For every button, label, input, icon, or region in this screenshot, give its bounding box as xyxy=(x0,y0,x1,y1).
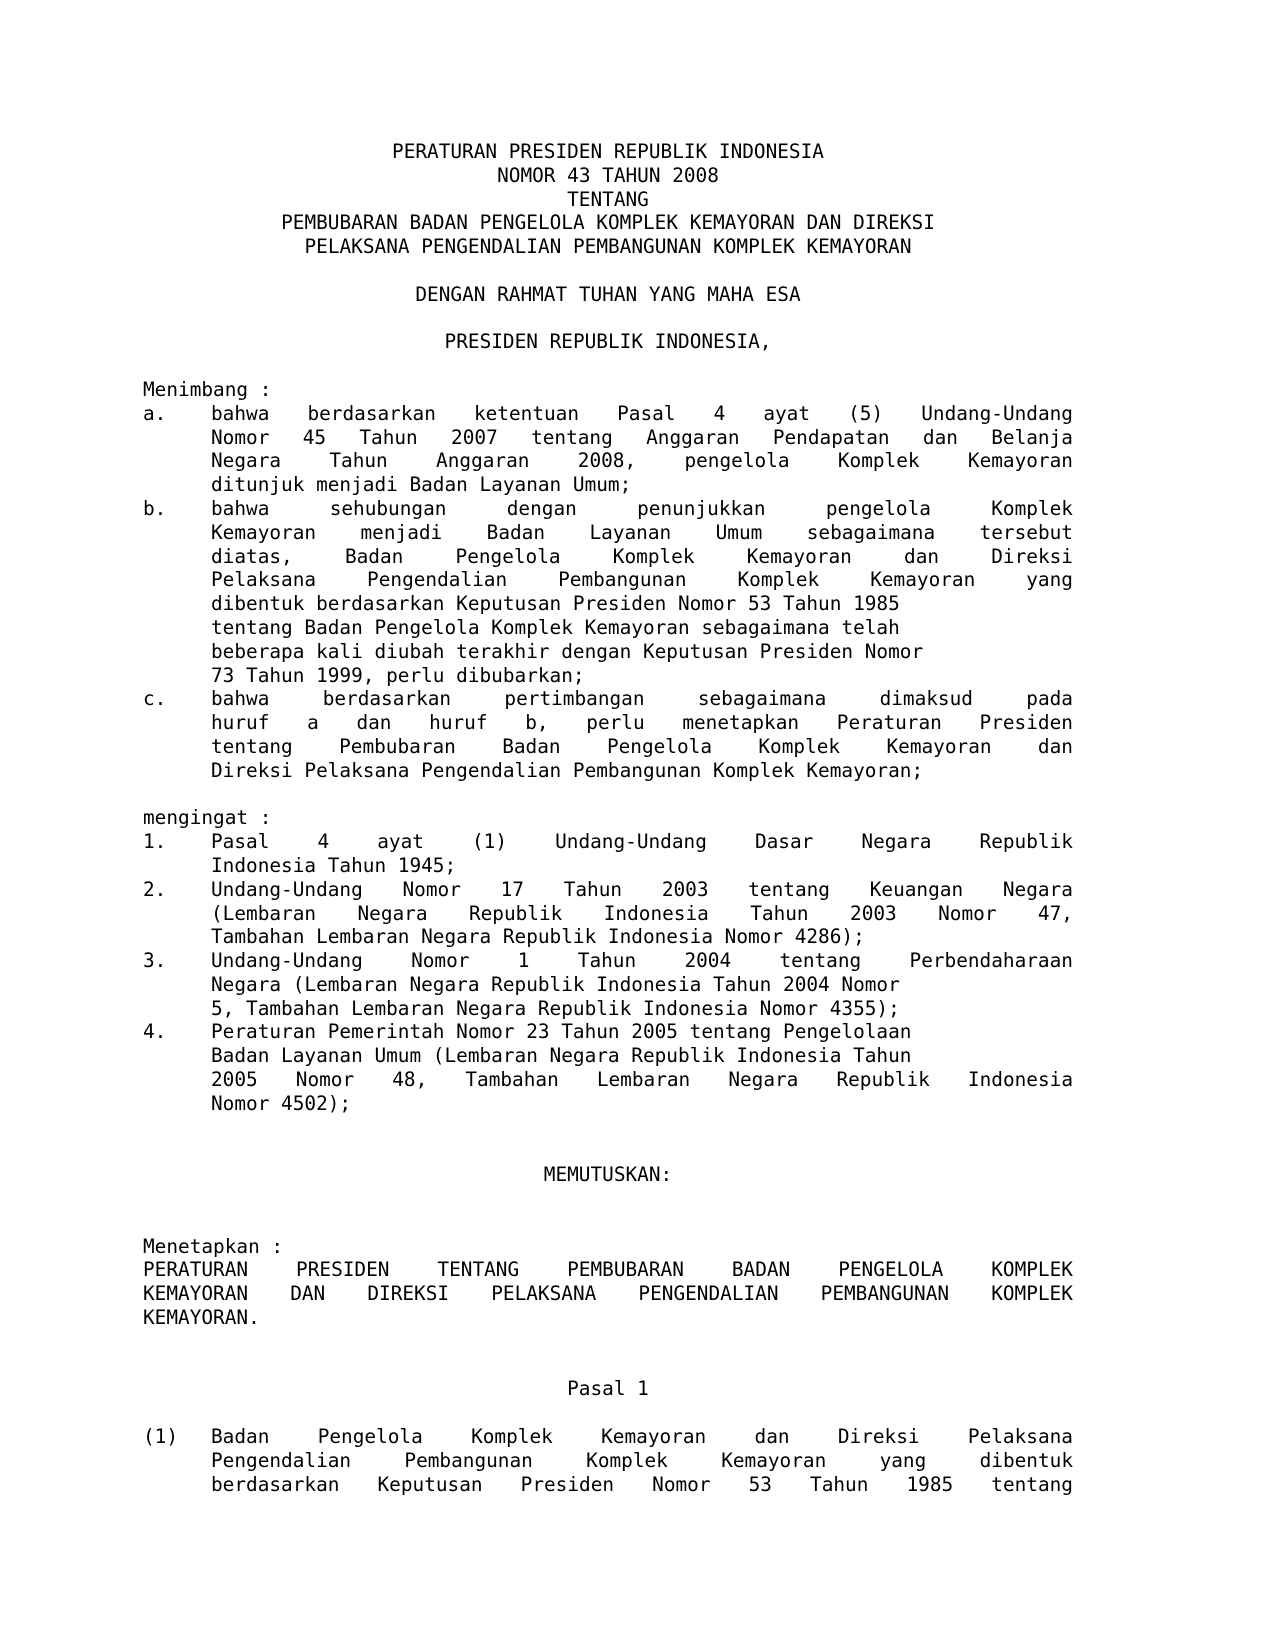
text-run: PEMBANGUNAN xyxy=(820,1282,950,1306)
text-line xyxy=(211,1068,1073,1092)
list-item-marker: 1. xyxy=(143,830,167,854)
text-run: Kemayoran xyxy=(721,1448,827,1472)
text-run: DAN xyxy=(290,1282,326,1306)
list-item-line xyxy=(143,545,1073,569)
text-run: tentang xyxy=(779,949,862,973)
text-run: bahwa xyxy=(211,401,270,425)
document-tentang-label: TENTANG xyxy=(567,187,649,211)
text-run: Republik xyxy=(468,901,563,925)
text-run: huruf xyxy=(211,711,270,735)
text-run: Belanja xyxy=(991,425,1073,449)
spacer xyxy=(143,783,1073,807)
list-item-line xyxy=(143,473,1073,497)
list-item-marker: 3. xyxy=(143,949,167,973)
spacer xyxy=(143,1187,1073,1211)
text-run: KOMPLEK xyxy=(991,1282,1073,1306)
text-run: Badan xyxy=(502,734,561,758)
text-run: (5) xyxy=(848,401,884,425)
text-run: KEMAYORAN. xyxy=(143,1306,260,1330)
text-run: Indonesia xyxy=(603,901,709,925)
text-run: PERATURAN xyxy=(143,1258,249,1282)
list-item-line xyxy=(143,1425,1073,1449)
text-run: Anggaran xyxy=(436,449,530,473)
text-run: Komplek xyxy=(586,1448,668,1472)
text-run: 2003 xyxy=(850,901,897,925)
text-line xyxy=(211,568,1073,592)
text-line xyxy=(211,473,1073,497)
list-item-line xyxy=(143,735,1073,759)
text-run: Pengendalian xyxy=(367,568,508,592)
text-run: pengelola xyxy=(684,449,790,473)
text-run: Kemayoran xyxy=(746,544,852,568)
text-run: Komplek xyxy=(612,544,695,568)
text-run: Pasal xyxy=(211,830,270,854)
text-run: 47, xyxy=(1037,901,1073,925)
list-item-line xyxy=(143,902,1073,926)
list-item-marker: c. xyxy=(143,687,167,711)
text-run: Peraturan Pemerintah Nomor 23 Tahun 2005 tentang Pengelolaan xyxy=(211,1020,912,1044)
text-run: b, xyxy=(525,711,549,735)
text-line xyxy=(211,1020,1073,1044)
text-line xyxy=(211,402,1073,426)
text-run: Republik xyxy=(836,1068,930,1092)
text-line xyxy=(211,497,1073,521)
text-run: menjadi xyxy=(360,520,443,544)
text-run: perlu xyxy=(586,711,645,735)
text-run: Kemayoran xyxy=(211,520,317,544)
text-line xyxy=(211,1425,1073,1449)
text-run: yang xyxy=(879,1448,927,1472)
text-run: Umum xyxy=(715,520,763,544)
text-run: Undang-Undang xyxy=(921,401,1073,425)
text-line xyxy=(211,902,1073,926)
text-run: PELAKSANA xyxy=(491,1282,597,1306)
text-run: KOMPLEK xyxy=(991,1258,1073,1282)
text-run: Pembangunan xyxy=(404,1448,533,1472)
text-line xyxy=(143,1282,1073,1306)
text-line xyxy=(211,664,1073,688)
menimbang-list xyxy=(143,402,1073,783)
text-run: Badan Layanan Umum (Lembaran Negara Republik Indonesia Tahun xyxy=(211,1044,912,1068)
text-run: dan xyxy=(754,1425,790,1449)
text-run: 2007 xyxy=(451,425,498,449)
text-run: Pembangunan xyxy=(558,568,687,592)
spacer xyxy=(143,259,1073,283)
spacer xyxy=(143,1116,1073,1140)
text-run: Tambahan Lembaran Negara Republik Indonesia Nomor 4286); xyxy=(211,925,865,949)
mengingat-label: mengingat : xyxy=(143,806,272,830)
text-run: Tahun xyxy=(329,449,388,473)
text-run: Pengelola xyxy=(317,1425,423,1449)
text-line xyxy=(211,854,1073,878)
text-run: penunjukkan xyxy=(637,496,766,520)
text-run: Presiden xyxy=(520,1472,615,1496)
mengingat-list xyxy=(143,830,1073,1116)
text-run: Perbendaharaan xyxy=(909,949,1073,973)
text-run: 17 xyxy=(500,877,524,901)
menimbang-label: Menimbang : xyxy=(143,377,272,401)
text-line xyxy=(211,521,1073,545)
text-run: Pelaksana xyxy=(967,1425,1073,1449)
text-run: dimaksud xyxy=(879,687,973,711)
document-blessing: DENGAN RAHMAT TUHAN YANG MAHA ESA xyxy=(415,282,801,306)
pasal-1-heading: Pasal 1 xyxy=(567,1377,649,1401)
text-run: beberapa kali diubah terakhir dengan Keputusan Presiden Nomor xyxy=(211,639,924,663)
text-run: pertimbangan xyxy=(504,687,645,711)
text-run: PENGELOLA xyxy=(838,1258,944,1282)
text-line xyxy=(211,687,1073,711)
text-run: Undang-Undang xyxy=(211,877,363,901)
text-run: dibentuk xyxy=(979,1448,1073,1472)
text-line xyxy=(211,640,1073,664)
text-line xyxy=(211,592,1073,616)
text-line xyxy=(143,1258,1073,1282)
text-run: tentang xyxy=(211,734,293,758)
list-item-line xyxy=(143,759,1073,783)
text-line xyxy=(211,711,1073,735)
text-line xyxy=(211,735,1073,759)
list-item-line xyxy=(143,449,1073,473)
list-item-line xyxy=(143,521,1073,545)
text-run: Komplek xyxy=(991,496,1073,520)
list-item-line xyxy=(143,640,1073,664)
text-run: 1985 xyxy=(906,1472,954,1496)
text-run: 2003 xyxy=(661,877,709,901)
text-run: 53 xyxy=(748,1472,772,1496)
text-run: Negara xyxy=(728,1068,799,1092)
spacer xyxy=(143,1330,1073,1354)
text-run: bahwa xyxy=(211,687,270,711)
text-run: diatas, xyxy=(211,544,293,568)
list-item-line xyxy=(143,711,1073,735)
text-line xyxy=(211,449,1073,473)
text-run: dan xyxy=(922,425,958,449)
text-run: BADAN xyxy=(731,1258,791,1282)
text-line xyxy=(211,1449,1073,1473)
text-run: Komplek xyxy=(737,568,820,592)
list-item-line xyxy=(143,568,1073,592)
text-run: Pengelola xyxy=(606,734,713,758)
text-run: ayat xyxy=(377,830,424,854)
text-run: Nomor 4502); xyxy=(211,1091,352,1115)
text-run: 5, Tambahan Lembaran Negara Republik Indonesia Nomor 4355); xyxy=(211,996,900,1020)
text-run: bahwa xyxy=(211,496,270,520)
text-run: Negara xyxy=(357,901,428,925)
text-line xyxy=(211,616,1073,640)
text-run: Peraturan xyxy=(836,711,942,735)
list-item-marker: 2. xyxy=(143,877,167,901)
list-item-line xyxy=(143,997,1073,1021)
text-run: huruf xyxy=(429,711,488,735)
text-run: Direksi Pelaksana Pengendalian Pembangunan Komplek Kemayoran; xyxy=(211,758,924,782)
text-run: dengan xyxy=(506,496,577,520)
list-item-line xyxy=(143,925,1073,949)
list-item-marker: (1) xyxy=(143,1425,179,1449)
text-run: (1) xyxy=(472,830,508,854)
text-line xyxy=(143,1306,1073,1330)
text-run: tentang Badan Pengelola Komplek Kemayoran sebagaimana telah xyxy=(211,615,900,639)
text-run: tentang xyxy=(748,877,830,901)
spacer xyxy=(143,1211,1073,1235)
list-item-line xyxy=(143,1020,1073,1044)
text-line xyxy=(211,545,1073,569)
text-run: Pendapatan xyxy=(772,425,890,449)
text-run: Tahun xyxy=(750,901,809,925)
list-item-line xyxy=(143,1068,1073,1092)
text-run: 2005 xyxy=(211,1068,258,1092)
text-run: KEMAYORAN xyxy=(143,1282,249,1306)
text-run: 4 xyxy=(713,401,726,425)
text-line xyxy=(211,949,1073,973)
text-run: yang xyxy=(1026,568,1073,592)
text-run: Komplek xyxy=(758,734,841,758)
text-run: DIREKSI xyxy=(367,1282,450,1306)
text-line xyxy=(211,830,1073,854)
text-run: dan xyxy=(356,711,392,735)
text-run: 48, xyxy=(392,1068,428,1092)
list-item-line xyxy=(143,1449,1073,1473)
list-item-line xyxy=(143,854,1073,878)
text-run: 4 xyxy=(317,830,330,854)
list-item-line xyxy=(143,687,1073,711)
text-run: 2008, xyxy=(577,449,637,473)
text-run: Komplek xyxy=(471,1425,553,1449)
text-run: 73 Tahun 1999, perlu dibubarkan; xyxy=(211,663,585,687)
text-line xyxy=(211,997,1073,1021)
spacer xyxy=(143,1354,1073,1378)
list-item-line xyxy=(143,1092,1073,1116)
text-run: Badan xyxy=(211,1425,270,1449)
menetapkan-body xyxy=(143,1258,1073,1329)
list-item-line xyxy=(143,949,1073,973)
document-authority: PRESIDEN REPUBLIK INDONESIA, xyxy=(444,330,772,354)
text-run: Komplek xyxy=(837,449,920,473)
text-run: Kemayoran xyxy=(886,734,992,758)
text-run: pada xyxy=(1026,687,1073,711)
spacer xyxy=(143,354,1073,378)
text-run: Negara xyxy=(861,830,932,854)
document-content xyxy=(143,140,1073,1496)
list-item-line xyxy=(143,664,1073,688)
text-run: Keuangan xyxy=(869,877,964,901)
text-run: Kemayoran xyxy=(601,1425,707,1449)
text-run: Presiden xyxy=(979,711,1073,735)
text-run: Nomor xyxy=(402,877,461,901)
text-run: Negara xyxy=(1002,877,1073,901)
text-run: tersebut xyxy=(979,520,1073,544)
text-run: PRESIDEN xyxy=(296,1258,390,1282)
document-title-line-1: PERATURAN PRESIDEN REPUBLIK INDONESIA xyxy=(392,140,824,163)
list-item-marker: a. xyxy=(143,401,167,425)
document-subject-line-1: PEMBUBARAN BADAN PENGELOLA KOMPLEK KEMAYORAN DAN DIREKSI xyxy=(281,211,935,235)
text-run: berdasarkan xyxy=(307,401,436,425)
text-run: Pengendalian xyxy=(211,1448,352,1472)
text-run: PENGENDALIAN xyxy=(638,1282,779,1306)
text-run: Pasal xyxy=(617,401,676,425)
text-line xyxy=(211,878,1073,902)
text-run: ketentuan xyxy=(473,401,580,425)
text-run: Indonesia xyxy=(967,1068,1073,1092)
text-run: sehubungan xyxy=(329,496,447,520)
text-run: menetapkan xyxy=(682,711,800,735)
text-run: Anggaran xyxy=(646,425,740,449)
text-run: Kemayoran xyxy=(967,449,1073,473)
text-run: dan xyxy=(904,544,940,568)
list-item-line xyxy=(143,497,1073,521)
text-run: Nomor xyxy=(938,901,997,925)
text-run: Pengelola xyxy=(455,544,561,568)
text-run: Indonesia Tahun 1945; xyxy=(211,853,457,877)
text-run: Nomor xyxy=(295,1068,355,1092)
text-run: PEMBUBARAN xyxy=(567,1258,684,1282)
text-run: dibentuk berdasarkan Keputusan Presiden Nomor 53 Tahun 1985 xyxy=(211,592,900,616)
text-run: Badan xyxy=(486,520,546,544)
text-run: Tahun xyxy=(577,949,637,973)
list-item-marker: 4. xyxy=(143,1020,167,1044)
text-run: berdasarkan xyxy=(211,1472,340,1496)
list-item-line xyxy=(143,592,1073,616)
text-run: Pembubaran xyxy=(339,734,456,758)
text-run: berdasarkan xyxy=(322,687,452,711)
spacer xyxy=(143,307,1073,331)
document-number-line: NOMOR 43 TAHUN 2008 xyxy=(497,163,719,187)
text-run: Lembaran xyxy=(596,1068,691,1092)
text-line xyxy=(211,925,1073,949)
text-run: Nomor xyxy=(411,949,470,973)
text-run: Undang-Undang xyxy=(211,949,363,973)
text-run: Tahun xyxy=(810,1472,869,1496)
list-item-line xyxy=(143,1473,1073,1497)
text-run: Kemayoran xyxy=(870,568,976,592)
text-line xyxy=(211,426,1073,450)
text-run: Dasar xyxy=(754,830,814,854)
pasal-1-body xyxy=(143,1425,1073,1496)
text-line xyxy=(211,1473,1073,1497)
list-item-line xyxy=(143,426,1073,450)
text-run: Direksi xyxy=(991,544,1073,568)
list-item-line xyxy=(143,973,1073,997)
text-run: ayat xyxy=(763,401,811,425)
list-item-marker: b. xyxy=(143,496,167,520)
text-run: 2004 xyxy=(684,949,732,973)
menetapkan-label: Menetapkan : xyxy=(143,1234,284,1258)
list-item-line xyxy=(143,616,1073,640)
text-run: pengelola xyxy=(825,496,931,520)
text-run: Republik xyxy=(979,830,1073,854)
text-run: Layanan xyxy=(589,520,672,544)
text-run: Tambahan xyxy=(465,1068,559,1092)
text-run: 1 xyxy=(517,949,530,973)
text-run: sebagaimana xyxy=(697,687,827,711)
text-run: tentang xyxy=(531,425,613,449)
list-item-line xyxy=(143,402,1073,426)
text-run: Tahun xyxy=(563,877,623,901)
text-run: TENTANG xyxy=(437,1258,520,1282)
list-item-line xyxy=(143,830,1073,854)
text-line xyxy=(211,1092,1073,1116)
text-run: Tahun xyxy=(359,425,418,449)
text-run: (Lembaran xyxy=(211,901,317,925)
text-run: Nomor xyxy=(652,1472,711,1496)
text-run: Negara (Lembaran Negara Republik Indonesia Tahun 2004 Nomor xyxy=(211,972,900,996)
text-run: tentang xyxy=(991,1472,1073,1496)
memutuskan-heading: MEMUTUSKAN: xyxy=(543,1163,673,1187)
text-run: Negara xyxy=(211,449,282,473)
spacer xyxy=(143,1139,1073,1163)
text-run: Direksi xyxy=(837,1425,920,1449)
text-run: a xyxy=(307,711,319,735)
list-item-line xyxy=(143,1044,1073,1068)
list-item-line xyxy=(143,878,1073,902)
spacer xyxy=(143,1401,1073,1425)
document-subject-line-2: PELAKSANA PENGENDALIAN PEMBANGUNAN KOMPLEK KEMAYORAN xyxy=(304,235,912,259)
text-run: Badan xyxy=(344,544,404,568)
text-run: Pelaksana xyxy=(211,568,317,592)
text-run: sebagaimana xyxy=(806,520,936,544)
text-line xyxy=(211,973,1073,997)
text-run: 45 xyxy=(302,425,327,449)
text-line xyxy=(211,1044,1073,1068)
text-run: Nomor xyxy=(211,425,270,449)
text-line xyxy=(211,759,1073,783)
text-run: Keputusan xyxy=(377,1472,483,1496)
text-run: ditunjuk menjadi Badan Layanan Umum; xyxy=(211,473,632,497)
text-run: Undang-Undang xyxy=(555,830,707,854)
text-run: dan xyxy=(1037,734,1073,758)
